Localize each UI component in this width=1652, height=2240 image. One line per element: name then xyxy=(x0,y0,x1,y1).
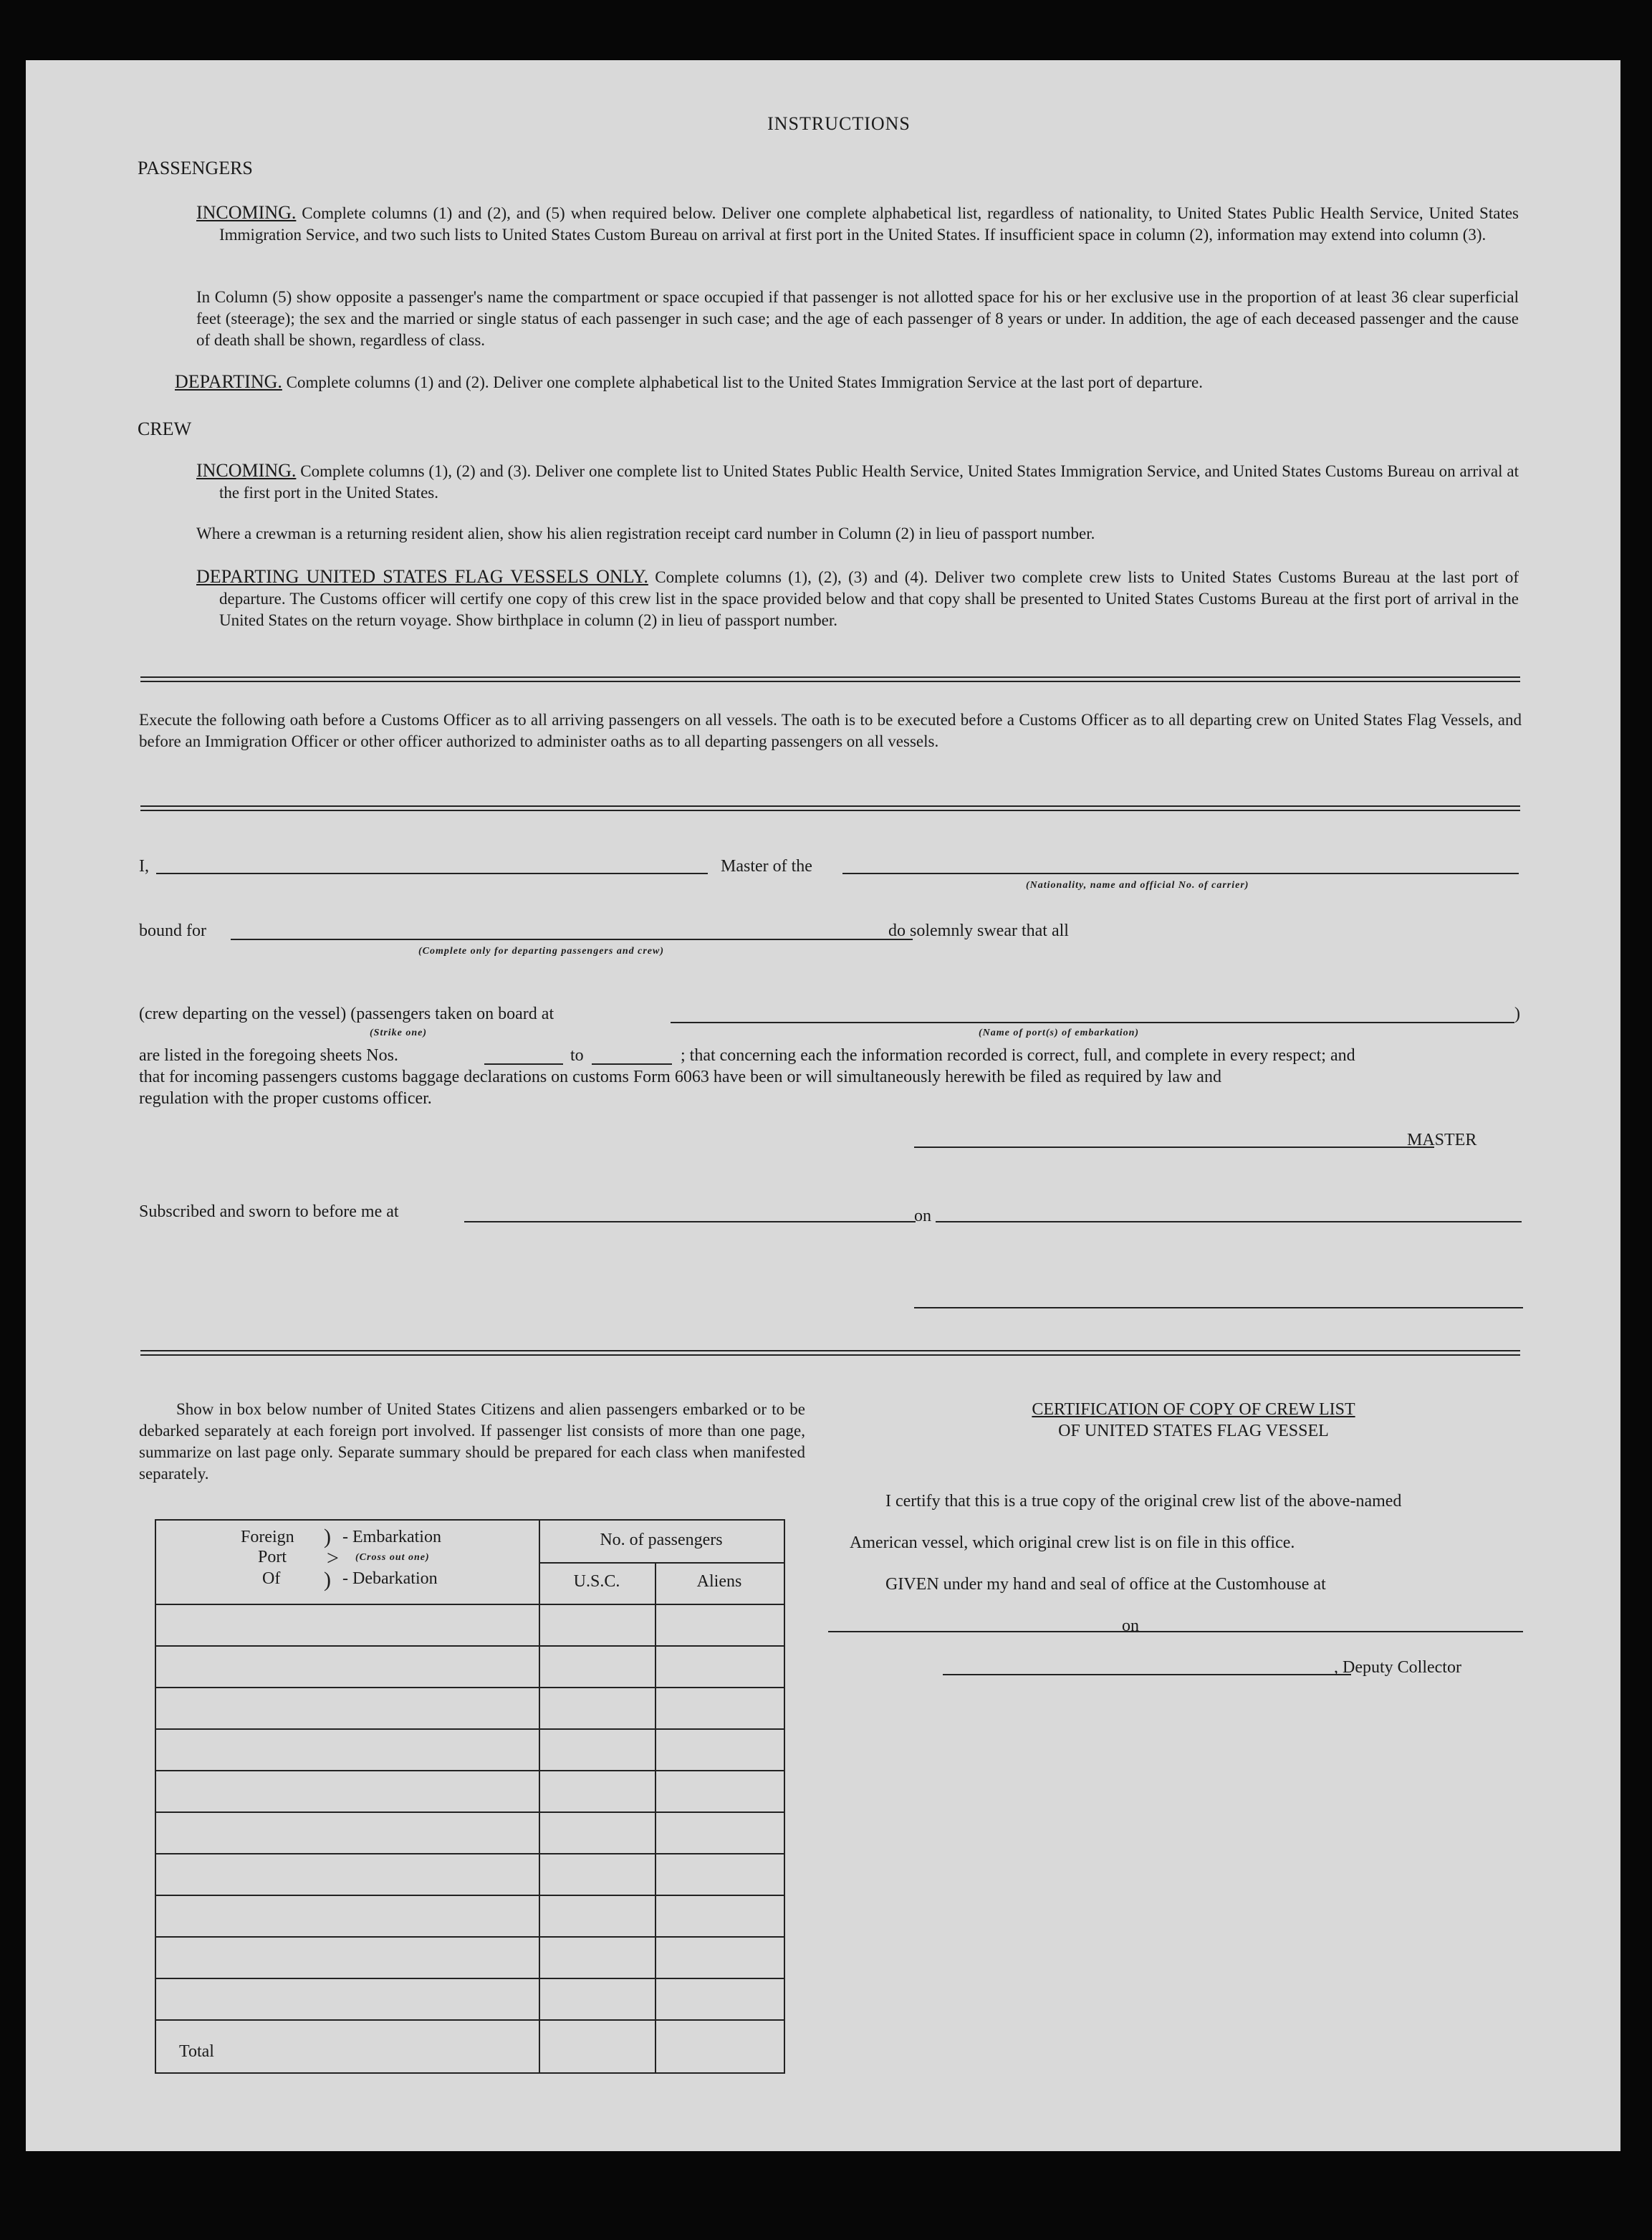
passengers-departing-label: DEPARTING. xyxy=(175,371,282,392)
header-debarkation: - Debarkation xyxy=(342,1569,438,1588)
listed-line3: regulation with the proper customs officer. xyxy=(139,1089,432,1108)
passengers-incoming-paragraph xyxy=(196,202,1519,246)
certification-date-field[interactable] xyxy=(1143,1631,1523,1632)
subscribed-place-field[interactable] xyxy=(464,1221,916,1222)
master-signature-field[interactable] xyxy=(914,1147,1434,1148)
passengers-incoming-text: Complete columns (1) and (2), and (5) when required below. Deliver one complete alphabetical list, regardless of nationality, to United States Public Health Service, United States Immigration Service, and two such lists to United States Custom Bureau on arrival at first port in the United States. If insufficient space in column (2), information may extend into column (3). xyxy=(219,204,1519,244)
crew-departing-label: (crew departing on the vessel) (passengers taken on board at xyxy=(139,1005,554,1023)
close-paren: ) xyxy=(1514,1005,1520,1023)
listed-text-b: ; that concerning each the information recorded is correct, full, and complete in every respect; and xyxy=(681,1046,1355,1065)
subscribed-label: Subscribed and sworn to before me at xyxy=(139,1202,399,1221)
crew-departing-label: DEPARTING UNITED STATES FLAG VESSELS ONLY. xyxy=(196,566,648,587)
table-column-divider xyxy=(655,1562,656,2072)
oath-instructions: Execute the following oath before a Customs Officer as to all arriving passengers on all vessels. The oath is to be executed before a Customs Officer as to all departing crew on United States Flag Vessels, and before an Immigration Officer or other officer authorized to administer oaths as to all departing passengers on all vessels. xyxy=(139,711,1522,750)
master-of-the-label: Master of the xyxy=(721,857,812,876)
carrier-field[interactable] xyxy=(842,873,1519,874)
crew-incoming-paragraph xyxy=(196,460,1519,504)
table-row-divider xyxy=(155,1811,784,1813)
subscribed-on: on xyxy=(914,1207,931,1225)
crew-incoming-label: INCOMING. xyxy=(196,460,297,481)
certification-title-line2: OF UNITED STATES FLAG VESSEL xyxy=(1058,1422,1329,1440)
table-row-divider xyxy=(155,1645,784,1647)
certify-line1: I certify that this is a true copy of the original crew list of the above-named xyxy=(885,1492,1402,1511)
bound-for-label: bound for xyxy=(139,922,206,940)
table-row-divider xyxy=(155,1978,784,1979)
passengers-incoming-label: INCOMING. xyxy=(196,202,297,223)
crew-departing-paragraph xyxy=(196,566,1519,631)
table-row-divider xyxy=(155,1687,784,1688)
brace-icon: > xyxy=(327,1546,339,1570)
header-of: Of xyxy=(262,1569,281,1588)
brace-icon: ) xyxy=(324,1525,331,1549)
divider-rule xyxy=(140,676,1520,682)
oath-i-label: I, xyxy=(139,857,149,876)
nationality-caption: (Nationality, name and official No. of carrier) xyxy=(1026,880,1249,891)
crew-heading: CREW xyxy=(138,418,192,439)
ports-caption: (Name of port(s) of embarkation) xyxy=(979,1028,1140,1038)
listed-to: to xyxy=(570,1046,584,1065)
master-label: MASTER xyxy=(1407,1131,1477,1149)
bound-for-caption: (Complete only for departing passengers and crew) xyxy=(418,946,664,957)
customhouse-field[interactable] xyxy=(828,1631,1148,1632)
sheet-to-field[interactable] xyxy=(592,1063,672,1065)
divider-rule xyxy=(140,805,1520,811)
crew-incoming-text: Complete columns (1), (2) and (3). Deliver one complete list to United States Public Health Service, United States Immigration Service, and United States Customs Bureau on arrival at the first port in the United States. xyxy=(219,462,1519,502)
brace-icon: ) xyxy=(324,1568,331,1592)
header-embarkation: - Embarkation xyxy=(342,1528,441,1546)
table-row-divider xyxy=(155,1936,784,1938)
header-port: Port xyxy=(258,1548,287,1566)
table-column-divider xyxy=(539,1519,540,2072)
table-row-divider xyxy=(155,1604,784,1605)
bound-for-field[interactable] xyxy=(231,939,913,940)
table-row-divider xyxy=(539,1562,784,1564)
master-name-field[interactable] xyxy=(156,873,708,874)
table-row-divider xyxy=(155,2019,784,2021)
total-label: Total xyxy=(179,2042,214,2061)
deputy-collector-signature-field[interactable] xyxy=(943,1674,1351,1675)
given-line: GIVEN under my hand and seal of office at the Customhouse at xyxy=(885,1575,1326,1594)
summary-instructions: Show in box below number of United States Citizens and alien passengers embarked or to be debarked separately at each foreign port involved. If passenger list consists of more than one page, summarize on last page only. Separate summary should be prepared for each class when manifested separately. xyxy=(139,1400,805,1483)
embarkation-ports-field[interactable] xyxy=(671,1022,1514,1023)
certify-line2: American vessel, which original crew list is on file in this office. xyxy=(850,1533,1295,1552)
listed-line2: that for incoming passengers customs baggage declarations on customs Form 6063 have been or will simultaneously herewith be filed as required by law and xyxy=(139,1068,1221,1086)
certification-title-line1: CERTIFICATION OF COPY OF CREW LIST xyxy=(1032,1400,1355,1419)
header-cross-out: (Cross out one) xyxy=(355,1552,430,1563)
header-foreign: Foreign xyxy=(241,1528,294,1546)
form-page xyxy=(26,60,1620,2151)
passengers-heading: PASSENGERS xyxy=(138,158,253,178)
passengers-departing-paragraph xyxy=(175,371,1522,393)
passengers-column5-paragraph: In Column (5) show opposite a passenger's name the compartment or space occupied if that passenger is not allotted space for his or her exclusive use in the proportion of at least 36 clear superficial feet (steerage); the sex and the married or single status of each passenger in such case; and the age of each passenger of 8 years or under. In addition, the age of each deceased passenger and the cause of death shall be shown, regardless of class. xyxy=(196,288,1519,349)
page-title: INSTRUCTIONS xyxy=(767,113,911,134)
do-solemnly-label: do solemnly swear that all xyxy=(888,922,1069,940)
passenger-summary-table xyxy=(155,1519,784,2072)
header-usc: U.S.C. xyxy=(573,1572,620,1591)
passengers-departing-text: Complete columns (1) and (2). Deliver one complete alphabetical list to the United States Immigration Service at the last port of departure. xyxy=(286,373,1203,391)
subscribed-date-field[interactable] xyxy=(936,1221,1522,1222)
divider-rule xyxy=(140,1350,1520,1356)
certification-on: on xyxy=(1122,1617,1139,1635)
table-row-divider xyxy=(155,1728,784,1730)
listed-text-a: are listed in the foregoing sheets Nos. xyxy=(139,1046,398,1065)
table-row-divider xyxy=(155,1895,784,1896)
header-no-of-passengers: No. of passengers xyxy=(600,1531,723,1549)
officer-signature-field[interactable] xyxy=(914,1307,1523,1308)
sheet-from-field[interactable] xyxy=(484,1063,563,1065)
crew-resident-alien-paragraph: Where a crewman is a returning resident alien, show his alien registration receipt card number in Column (2) in lieu of passport number. xyxy=(196,525,1095,542)
table-border xyxy=(155,1519,785,2074)
table-row-divider xyxy=(155,1853,784,1854)
header-aliens: Aliens xyxy=(696,1572,742,1591)
crew-departing-text: Complete columns (1), (2), (3) and (4). Deliver two complete crew lists to United States Customs Bureau at the last port of departure. The Customs officer will certify one copy of this crew list in the space provided below and that copy shall be presented to United States Customs Bureau at the first port of arrival in the United States on the return voyage. Show birthplace in column (2) in lieu of passport number. xyxy=(219,568,1519,629)
table-row-divider xyxy=(155,1770,784,1771)
deputy-collector-label: , Deputy Collector xyxy=(1334,1658,1461,1677)
strike-one-caption: (Strike one) xyxy=(370,1028,428,1038)
